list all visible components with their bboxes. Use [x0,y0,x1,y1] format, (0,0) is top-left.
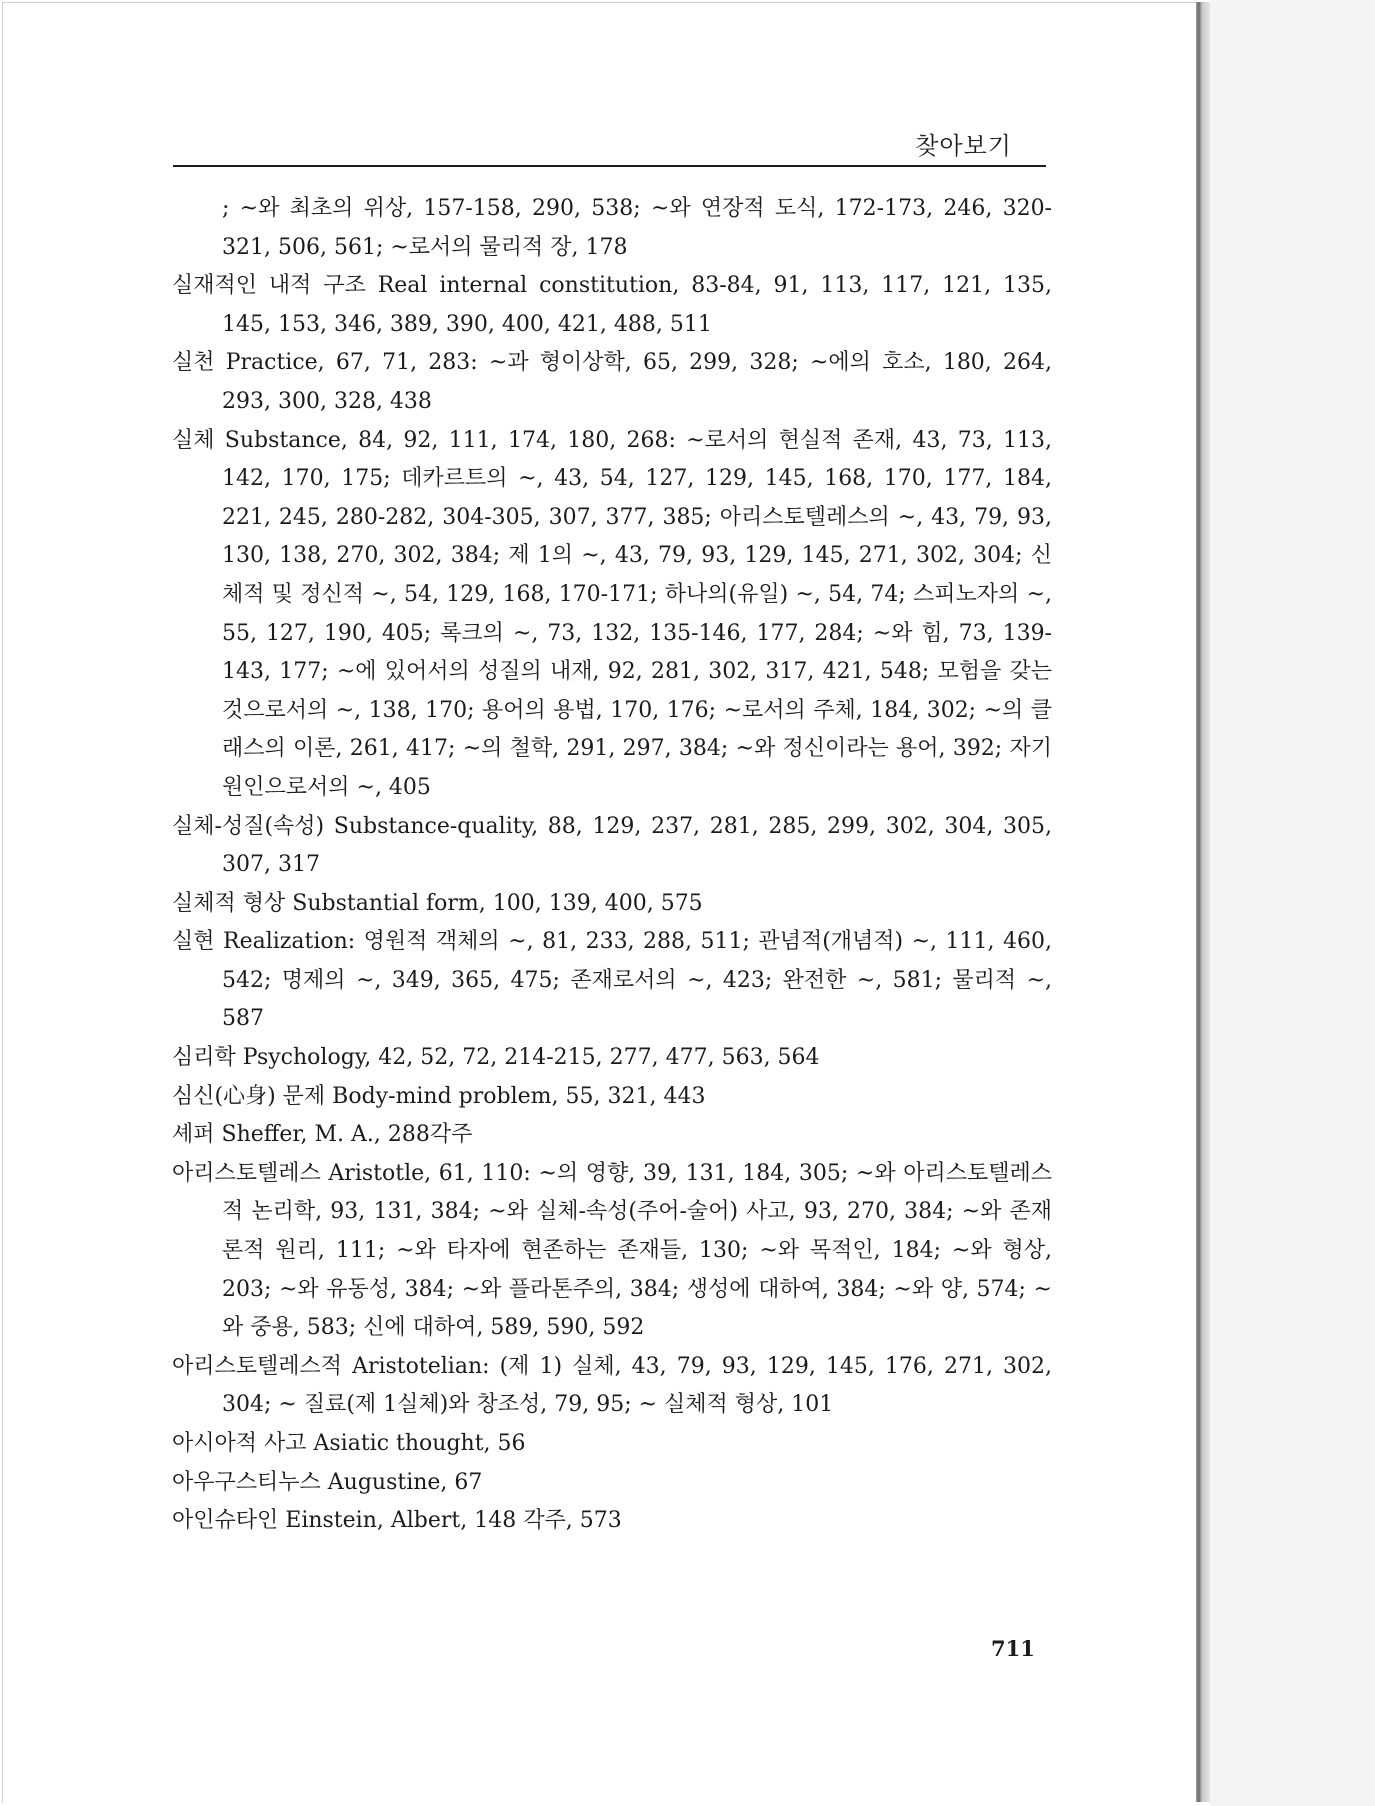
running-head: 찾아보기 [915,132,1012,160]
index-entry: 실재적인 내적 구조 Real internal constitution, 83-84, 91, 113, 117, 121, 135, 145, 153, 346, 389, 390, 400, 421, 488, 511 [172,273,1052,337]
page-edge-shadow [1196,2,1210,1802]
index-entry: 실현 Realization: 영원적 객체의 ~, 81, 233, 288, 511; 관념적(개념적) ~, 111, 460, 542; 명제의 ~, 349, 365, 475; 존재로서의 ~, 423; 완전한 ~, 581; 물리적 ~, 587 [172,929,1052,1032]
index-entry: 셰퍼 Sheffer, M. A., 288각주 [172,1122,473,1148]
index-entry: 아리스토텔레스적 Aristotelian: (제 1) 실체, 43, 79, 93, 129, 145, 176, 271, 302, 304; ~ 질료(제 1실체)와 창조성, 79, 95; ~ 실체적 형상, 101 [172,1353,1052,1418]
viewer-background [1210,0,1375,1806]
index-entry: 아인슈타인 Einstein, Albert, 148 각주, 573 [172,1508,622,1534]
index-entry: 실천 Practice, 67, 71, 283: ~과 형이상학, 65, 299, 328; ~에의 호소, 180, 264, 293, 300, 328, 438 [172,350,1052,414]
index-entry: 실체적 형상 Substantial form, 100, 139, 400, 575 [172,890,703,916]
index-entry: 심신(心身) 문제 Body-mind problem, 55, 321, 443 [172,1083,706,1109]
index-entry: 실체 Substance, 84, 92, 111, 174, 180, 268: ~로서의 현실적 존재, 43, 73, 113, 142, 170, 175; 데카르트의 ~, 43, 54, 127, 129, 145, 168, 170, 177, 184, 221, 245, 280-282, 304-305, 307, 377, 385; 아리스토텔레스의 ~, 43, 79, 93, 130, 138, 270, 302, 384; 제 1의 ~, 43, 79, 93, 129, 145, 271, 302, 304; 신체적 및 정신적 ~, 54, 129, 168, 170-171; 하나의(유일) ~, 54, 74; 스피노자의 ~, 55, 127, 190, 405; 록크의 ~, 73, 132, 135-146, 177, 284; ~와 힘, 73, 139-143, 177; ~에 있어서의 성질의 내재, 92, 281, 302, 317, 421, 548; 모험을 갖는 것으로서의 ~, 138, 170; 용어의 용법, 170, 176; ~로서의 주체, 184, 302; ~의 클래스의 이론, 261, 417; ~의 철학, 291, 297, 384; ~와 정신이라는 용어, 392; 자기원인으로서의 ~, 405 [172,427,1052,800]
index-entry: 실체-성질(속성) Substance-quality, 88, 129, 237, 281, 285, 299, 302, 304, 305, 307, 317 [172,813,1052,878]
index-entry: 아시아적 사고 Asiatic thought, 56 [172,1431,526,1456]
index-entry: 심리학 Psychology, 42, 52, 72, 214-215, 277, 477, 563, 564 [172,1045,820,1071]
index-entry: 아우구스티누스 Augustine, 67 [172,1469,483,1495]
index-entry: 아리스토텔레스 Aristotle, 61, 110: ~의 영향, 39, 131, 184, 305; ~와 아리스토텔레스적 논리학, 93, 131, 384; ~와 실체-속성(주어-술어) 사고, 93, 270, 384; ~와 존재론적 원리, 111; ~와 타자에 현존하는 존재들, 130; ~와 목적인, 184; ~와 형상, 203; ~와 유동성, 384; ~와 플라톤주의, 384; 생성에 대하여, 384; ~와 양, 574; ~와 중용, 583; 신에 대하여, 589, 590, 592 [172,1160,1052,1341]
header-rule [173,165,1046,167]
index-entry: ; ~와 최초의 위상, 157-158, 290, 538; ~와 연장적 도식, 172-173, 246, 320-321, 506, 561; ~로서의 물리적 장, 178 [222,196,1052,260]
index-list [172,190,1052,1541]
book-page [2,2,1203,1803]
page-number: 711 [991,1636,1035,1661]
